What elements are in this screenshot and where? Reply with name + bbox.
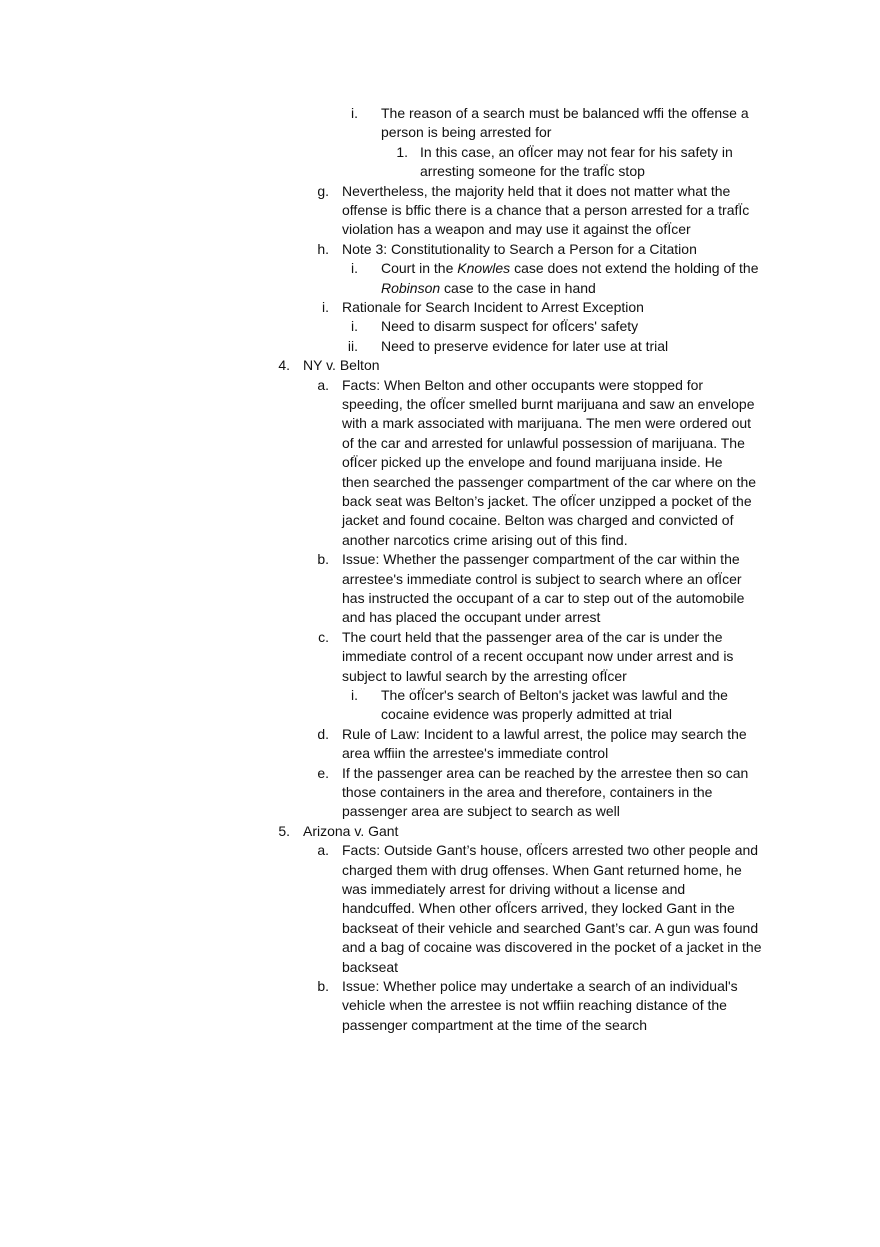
case-heading: NY v. Belton bbox=[303, 357, 380, 374]
list-item-line: another narcotics crime arising out of this find. bbox=[342, 531, 628, 548]
list-item-line: Issue: Whether the passenger compartment of the car within the bbox=[342, 551, 740, 568]
list-item-line: arrestee's immediate control is subject to search where an ofÏcer bbox=[342, 570, 742, 587]
list-item-line: cocaine evidence was properly admitted at trial bbox=[381, 706, 673, 723]
list-item-line: arresting someone for the trafÏc stop bbox=[420, 163, 645, 180]
list-item-line: Need to preserve evidence for later use at trial bbox=[381, 337, 669, 354]
list-item-line bbox=[381, 279, 596, 298]
case-heading: Arizona v. Gant bbox=[303, 822, 399, 839]
list-item-line: ofÏcer picked up the envelope and found marijuana inside. He bbox=[342, 454, 723, 471]
list-marker: i. bbox=[322, 299, 329, 315]
list-item-line: back seat was Belton’s jacket. The ofÏcer unzipped a pocket of the bbox=[342, 493, 752, 509]
list-item-line: passenger area are subject to search as well bbox=[342, 803, 620, 820]
list-item-line: Nevertheless, the majority held that it does not matter what the bbox=[342, 182, 731, 199]
list-item-line: area wffiin the arrestee's immediate control bbox=[342, 745, 609, 762]
list-marker: 1. bbox=[396, 143, 408, 160]
list-item-line: Rationale for Search Incident to Arrest Exception bbox=[342, 299, 644, 315]
case-name-robinson: Robinson bbox=[381, 279, 441, 296]
list-item-line: backseat of their vehicle and searched Gant’s car. A gun was found bbox=[342, 919, 759, 936]
list-item-line: was immediately arrest for driving without a license and bbox=[342, 881, 686, 897]
list-marker: g. bbox=[317, 182, 329, 199]
list-item-line: and a bag of cocaine was discovered in the pocket of a jacket in the bbox=[342, 939, 762, 956]
list-item-line: Need to disarm suspect for ofÏcers' safety bbox=[381, 318, 639, 335]
list-marker: i. bbox=[351, 260, 358, 277]
text-run: case to the case in hand bbox=[440, 279, 596, 296]
list-item-line: speeding, the ofÏcer smelled burnt marijuana and saw an envelope bbox=[342, 396, 755, 412]
list-item-line: Note 3: Constitutionality to Search a Person for a Citation bbox=[342, 240, 697, 257]
list-item-line: The court held that the passenger area of the car is under the bbox=[342, 628, 723, 645]
list-item-line: handcuffed. When other ofÏcers arrived, they locked Gant in the bbox=[342, 900, 735, 917]
list-item-line: then searched the passenger compartment of the car where on the bbox=[342, 473, 757, 490]
list-item-line: subject to lawful search by the arresting ofÏcer bbox=[342, 667, 627, 684]
list-item-line: The reason of a search must be balanced wffi the offense a bbox=[381, 105, 749, 121]
list-item-line: of the car and arrested for unlawful possession of marijuana. The bbox=[342, 434, 745, 451]
list-marker: 4. bbox=[278, 357, 290, 374]
list-item-line: with a mark associated with marijuana. The men were ordered out bbox=[342, 415, 752, 432]
list-marker: a. bbox=[317, 376, 329, 393]
list-marker: d. bbox=[317, 725, 329, 742]
list-marker: i. bbox=[351, 318, 358, 335]
list-marker: ii. bbox=[347, 337, 358, 354]
list-marker: i. bbox=[351, 687, 358, 703]
list-marker: c. bbox=[318, 628, 329, 645]
list-item-line: passenger compartment at the time of the search bbox=[342, 1016, 648, 1033]
list-item-line: The ofÏcer's search of Belton's jacket was lawful and the bbox=[381, 687, 728, 703]
list-marker: h. bbox=[317, 240, 329, 257]
list-marker: a. bbox=[317, 842, 329, 859]
list-item-line: In this case, an ofÏcer may not fear for his safety in bbox=[420, 143, 733, 160]
list-item-line: violation has a weapon and may use it against the ofÏcer bbox=[342, 221, 691, 238]
list-item-line: If the passenger area can be reached by the arrestee then so can bbox=[342, 764, 749, 781]
list-item-line: immediate control of a recent occupant now under arrest and is bbox=[342, 648, 734, 665]
list-item-line: and has placed the occupant under arrest bbox=[342, 609, 601, 626]
text-run: Court in the bbox=[381, 260, 458, 277]
list-item-line: those containers in the area and therefore, containers in the bbox=[342, 784, 713, 800]
list-marker: e. bbox=[317, 764, 329, 781]
case-name-knowles: Knowles bbox=[457, 260, 511, 277]
list-item-line: Facts: Outside Gant’s house, ofÏcers arrested two other people and bbox=[342, 842, 759, 859]
list-marker: i. bbox=[351, 105, 358, 121]
list-item-line: Rule of Law: Incident to a lawful arrest, the police may search the bbox=[342, 725, 747, 742]
list-item-line: charged them with drug offenses. When Gant returned home, he bbox=[342, 861, 742, 878]
text-run: case does not extend the holding of the bbox=[510, 260, 759, 277]
list-marker: 5. bbox=[278, 822, 290, 839]
list-item-line bbox=[381, 259, 758, 278]
list-item-line: Facts: When Belton and other occupants were stopped for bbox=[342, 376, 704, 393]
list-item-line: backseat bbox=[342, 958, 399, 975]
list-item-line: has instructed the occupant of a car to step out of the automobile bbox=[342, 590, 745, 606]
list-marker: b. bbox=[317, 551, 329, 568]
list-marker: b. bbox=[317, 978, 329, 994]
list-item-line: jacket and found cocaine. Belton was charged and convicted of bbox=[342, 512, 734, 529]
list-item-line: vehicle when the arrestee is not wffiin reaching distance of the bbox=[342, 997, 727, 1014]
list-item-line: person is being arrested for bbox=[381, 124, 552, 141]
list-item-line: Issue: Whether police may undertake a search of an individual's bbox=[342, 978, 738, 994]
list-item-line: offense is bffic there is a chance that a person arrested for a trafÏc bbox=[342, 202, 750, 218]
